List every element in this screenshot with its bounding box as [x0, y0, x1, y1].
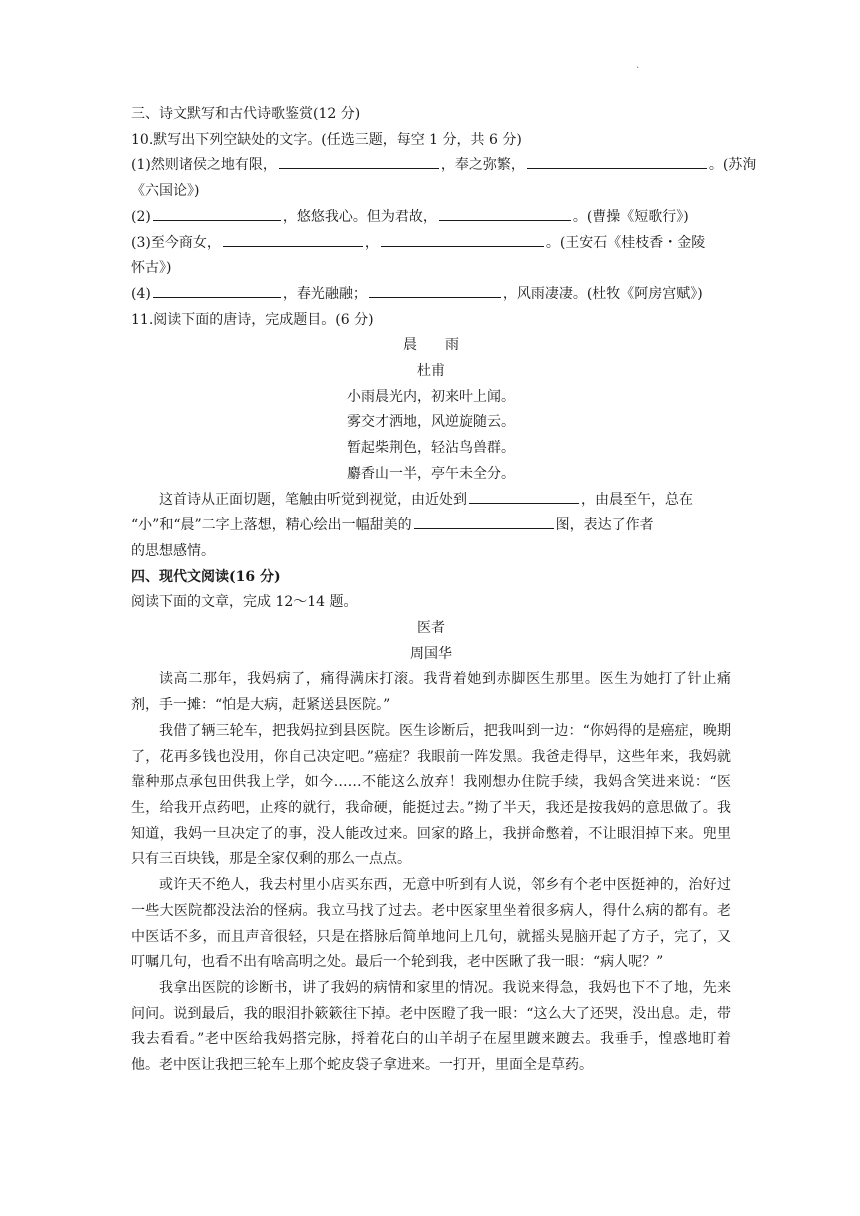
exam-content — [131, 102, 757, 1079]
q11-text-b: ，由晨至午，总在 — [581, 491, 693, 508]
reading-instruction: 阅读下面的文章，完成 12～14 题。 — [131, 594, 358, 611]
q11-blank-1[interactable] — [469, 488, 579, 504]
question-10-item-1 — [131, 153, 757, 179]
article-author: 周国华 — [410, 645, 452, 662]
q10-3-text-c: 。(王安石《桂枝香・金陵 — [545, 234, 706, 251]
q10-4-blank-2[interactable] — [369, 282, 501, 298]
question-10-item-3-cont: 怀古》) — [131, 260, 172, 277]
question-11-text-line-2 — [131, 513, 731, 539]
article-paragraph: 读高二那年，我妈病了，痛得满床打滚。我背着她到赤脚医生那里。医生为她打了针止痛剂，手一摊：“怕是大病，赶紧送县医院。” — [131, 671, 731, 714]
q10-3-text-a: (3)至今商女， — [131, 234, 221, 251]
poem-line: 麝香山一半，亭午未全分。 — [347, 465, 515, 482]
q10-4-blank-1[interactable] — [153, 282, 281, 298]
q10-2-text-b: ，悠悠我心。但为君故， — [282, 208, 437, 225]
q10-2-blank-1[interactable] — [153, 205, 281, 221]
q10-4-text-a: (4) — [131, 285, 151, 302]
article-paragraph: 我拿出医院的诊断书，讲了我妈的病情和家里的情况。我说来得急，我妈也下不了地，先来问问。说到最后，我的眼泪扑簌簌往下掉。老中医瞪了我一眼：“这么大了还哭，没出息。走，带我去看看。”老中医给我妈搭完脉，捋着花白的山羊胡子在屋里踱来踱去。我垂手，惶惑地盯着他。老中医让我把三轮车上那个蛇皮袋子拿进来。一打开，里面全是草药。 — [131, 979, 731, 1074]
q10-3-text-b: ， — [364, 234, 379, 251]
article-paragraph: 或许天不绝人，我去村里小店买东西，无意中听到有人说，邻乡有个老中医挺神的，治好过一些大医院都没法治的怪病。我立马找了过去。老中医家里坐着很多病人，得什么病的都有。老中医话不多，而且声音很轻，只是在搭脉后简单地问上几句，就摇头晃脑开起了方子，完了，又叮嘱几句，也看不出有啥高明之处。最后一个轮到我，老中医瞅了我一眼：“病人呢？” — [131, 877, 731, 971]
article-title: 医者 — [417, 620, 445, 637]
question-10-item-4 — [131, 282, 731, 308]
poem-author: 杜甫 — [417, 363, 445, 380]
question-11-title: 11.阅读下面的唐诗，完成题目。(6 分) — [131, 311, 374, 328]
q11-text-c: “小”和“晨”二字上落想，精心绘出一幅甜美的 — [131, 517, 412, 534]
question-11-text-line-3: 的思想感情。 — [131, 542, 215, 559]
q10-4-text-c: ，风雨凄凄。(杜牧《阿房宫赋》) — [502, 285, 703, 302]
question-10-item-3 — [131, 231, 731, 257]
q10-4-text-b: ，春光融融； — [282, 285, 367, 302]
q10-1-text-b: ，奉之弥繁， — [440, 157, 525, 174]
poem-line: 暂起柴荆色，轻沾鸟兽群。 — [347, 440, 515, 457]
q10-2-blank-2[interactable] — [439, 205, 571, 221]
poem-line: 小雨晨光内，初来叶上闻。 — [347, 388, 515, 405]
q10-1-text-c: 。(苏洵 — [708, 157, 757, 174]
question-10-item-1-cont: 《六国论》) — [131, 183, 200, 200]
poem-line: 雾交才洒地，风逆旋随云。 — [347, 414, 515, 431]
article-paragraph: 我借了辆三轮车，把我妈拉到县医院。医生诊断后，把我叫到一边：“你妈得的是癌症，晚期了，花再多钱也没用，你自己决定吧。”癌症？我眼前一阵发黑。我爸走得早，这些年来，我妈就靠种那点承包田供我上学，如今……不能这么放弃！我刚想办住院手续，我妈含笑进来说：“医生，给我开点药吧，止疼的就行，我命硬，能挺过去。”拗了半天，我还是按我妈的意思做了。我知道，我妈一旦决定了的事，没人能改过来。回家的路上，我拼命憋着，不让眼泪掉下来。兜里只有三百块钱，那是全家仅剩的那么一点点。 — [131, 722, 731, 868]
q10-1-blank-1[interactable] — [279, 153, 439, 169]
question-10-title: 10.默写出下列空缺处的文字。(任选三题，每空 1 分，共 6 分) — [131, 131, 522, 148]
section-4-heading: 四、现代文阅读(16 分) — [131, 568, 281, 585]
question-10-item-2 — [131, 205, 731, 231]
section-3-heading: 三、诗文默写和古代诗歌鉴赏(12 分) — [131, 106, 361, 122]
q10-3-blank-2[interactable] — [381, 231, 544, 247]
q10-1-text-a: (1)然则诸侯之地有限， — [131, 157, 277, 174]
q11-text-d: 图，表达了作者 — [555, 517, 654, 534]
poem-title: 晨 雨 — [403, 337, 459, 354]
q10-2-text-a: (2) — [131, 208, 151, 225]
corner-dot: . — [636, 60, 640, 71]
q10-1-blank-2[interactable] — [527, 153, 707, 169]
q10-3-blank-1[interactable] — [223, 231, 363, 247]
q10-2-text-c: 。(曹操《短歌行》) — [572, 208, 689, 225]
question-11-text-line-1 — [131, 488, 731, 514]
q11-text-a: 这首诗从正面切题，笔触由听觉到视觉，由近处到 — [159, 491, 467, 508]
q11-blank-2[interactable] — [414, 513, 554, 529]
